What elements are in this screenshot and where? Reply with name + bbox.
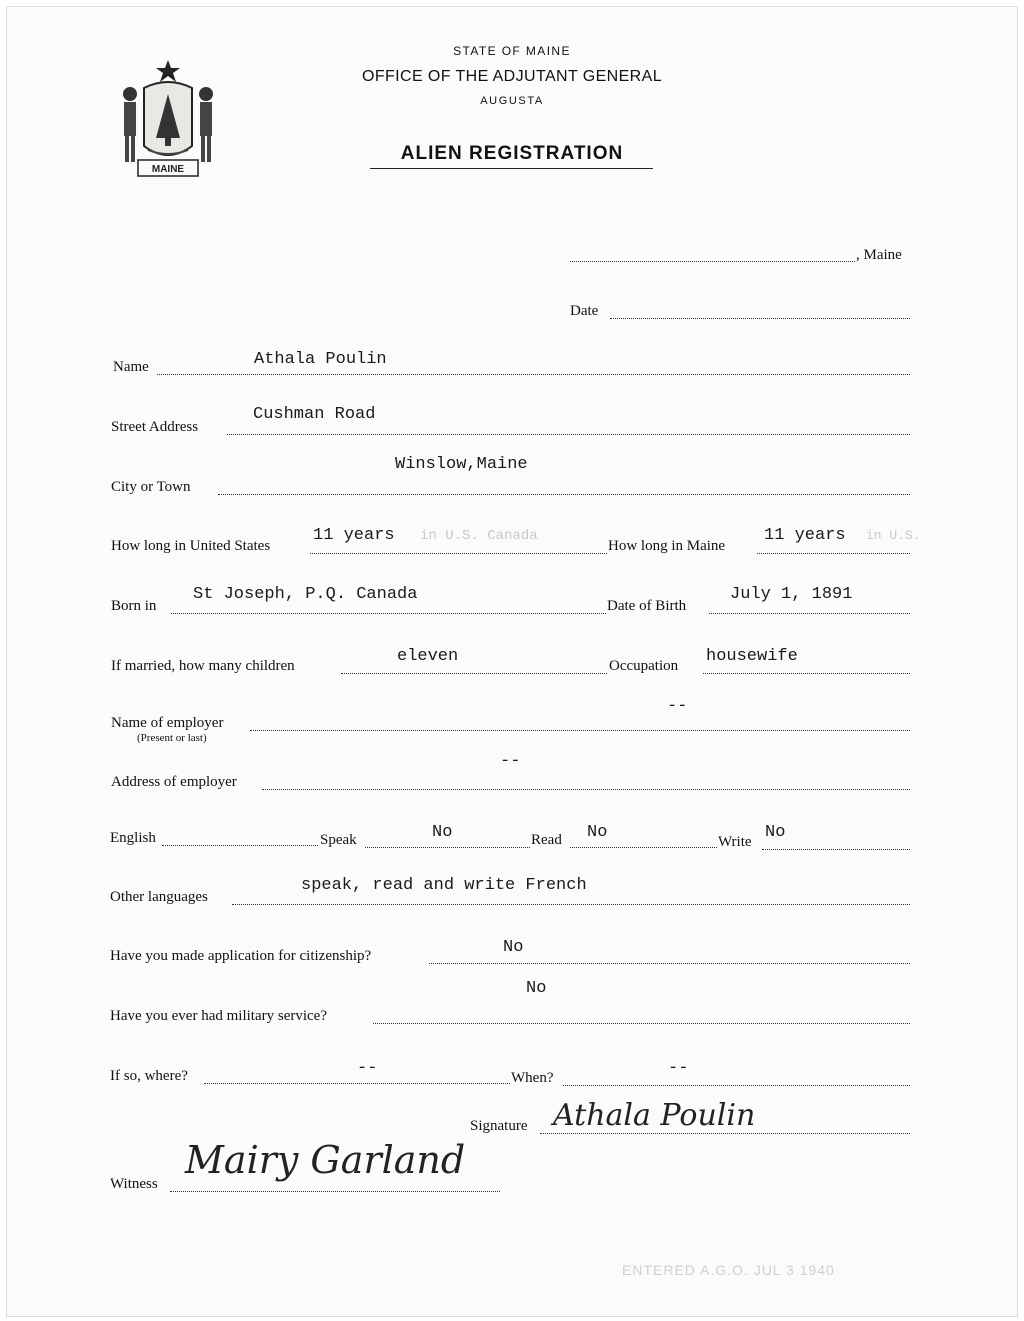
where-label: If so, where?: [110, 1068, 188, 1084]
dob-label: Date of Birth: [607, 598, 687, 614]
occupation-label: Occupation: [609, 658, 679, 674]
street-field[interactable]: [227, 434, 910, 435]
maine-duration-value: 11 years: [764, 526, 846, 545]
maine-duration-field[interactable]: [757, 553, 910, 554]
city-value: Winslow,Maine: [395, 455, 528, 474]
witness-field[interactable]: [170, 1191, 500, 1192]
other-languages-value: speak, read and write French: [301, 876, 587, 895]
when-label: When?: [511, 1070, 554, 1086]
signature-value: Athala Poulin: [553, 1098, 756, 1133]
occupation-field[interactable]: [703, 673, 910, 674]
born-field[interactable]: [171, 613, 606, 614]
born-label: Born in: [111, 598, 157, 614]
name-value: Athala Poulin: [254, 350, 387, 369]
children-value: eleven: [397, 647, 459, 666]
where-value: --: [357, 1059, 378, 1078]
entry-stamp: ENTERED A.G.O. JUL 3 1940: [622, 1262, 835, 1278]
name-label: Name: [113, 359, 149, 375]
street-value: Cushman Road: [253, 405, 376, 424]
state-heading: STATE OF MAINE: [453, 44, 571, 58]
military-label: Have you ever had military service?: [110, 1008, 327, 1024]
witness-label: Witness: [110, 1176, 158, 1192]
seal-text: MAINE: [151, 164, 185, 175]
dob-field[interactable]: [709, 613, 910, 614]
maine-line[interactable]: [570, 261, 855, 262]
when-field[interactable]: [563, 1085, 910, 1086]
occupation-value: housewife: [706, 647, 798, 666]
military-value: No: [526, 979, 547, 998]
employer-address-value: --: [500, 752, 521, 771]
other-languages-field[interactable]: [232, 904, 910, 905]
read-value: No: [587, 823, 608, 842]
title-underline: [370, 168, 653, 169]
maine-duration-faint-note: in U.S.: [866, 528, 921, 543]
date-label: Date: [570, 303, 599, 319]
city-field[interactable]: [218, 494, 910, 495]
born-value: St Joseph, P.Q. Canada: [193, 585, 418, 604]
city-label: City or Town: [111, 479, 191, 495]
office-heading: OFFICE OF THE ADJUTANT GENERAL: [361, 68, 663, 85]
employer-field[interactable]: [250, 730, 910, 731]
write-label: Write: [718, 834, 752, 850]
city-heading: AUGUSTA: [480, 95, 544, 107]
employer-address-field[interactable]: [262, 789, 910, 790]
maine-duration-label: How long in Maine: [608, 538, 726, 554]
english-label: English: [110, 830, 156, 846]
read-label: Read: [531, 832, 562, 848]
us-duration-field[interactable]: [310, 553, 607, 554]
english-field[interactable]: [162, 845, 318, 846]
other-languages-label: Other languages: [110, 889, 208, 905]
maine-suffix: , Maine: [856, 247, 902, 263]
signature-label: Signature: [470, 1118, 528, 1134]
dob-value: July 1, 1891: [730, 585, 853, 604]
citizenship-value: No: [503, 938, 524, 957]
date-field[interactable]: [610, 318, 910, 319]
signature-field[interactable]: [540, 1133, 910, 1134]
employer-sublabel: (Present or last): [137, 732, 207, 744]
us-duration-faint-note: in U.S. Canada: [420, 528, 538, 544]
form-title: ALIEN REGISTRATION: [400, 143, 624, 164]
citizenship-field[interactable]: [429, 963, 910, 964]
children-label: If married, how many children: [111, 658, 295, 674]
us-duration-value: 11 years: [313, 526, 395, 545]
us-duration-label: How long in United States: [111, 538, 271, 554]
speak-field[interactable]: [365, 847, 530, 848]
read-field[interactable]: [570, 847, 717, 848]
children-field[interactable]: [341, 673, 607, 674]
employer-label: Name of employer: [111, 715, 224, 731]
write-value: No: [765, 823, 786, 842]
citizenship-label: Have you made application for citizenship?: [110, 948, 372, 964]
speak-value: No: [432, 823, 453, 842]
employer-address-label: Address of employer: [111, 774, 237, 790]
where-field[interactable]: [204, 1083, 510, 1084]
military-field[interactable]: [373, 1023, 910, 1024]
name-field[interactable]: [157, 374, 910, 375]
when-value: --: [668, 1059, 689, 1078]
witness-signature: Mairy Garland: [185, 1138, 466, 1182]
employer-value: --: [667, 697, 688, 716]
street-label: Street Address: [111, 419, 199, 435]
speak-label: Speak: [320, 832, 357, 848]
write-field[interactable]: [762, 849, 910, 850]
